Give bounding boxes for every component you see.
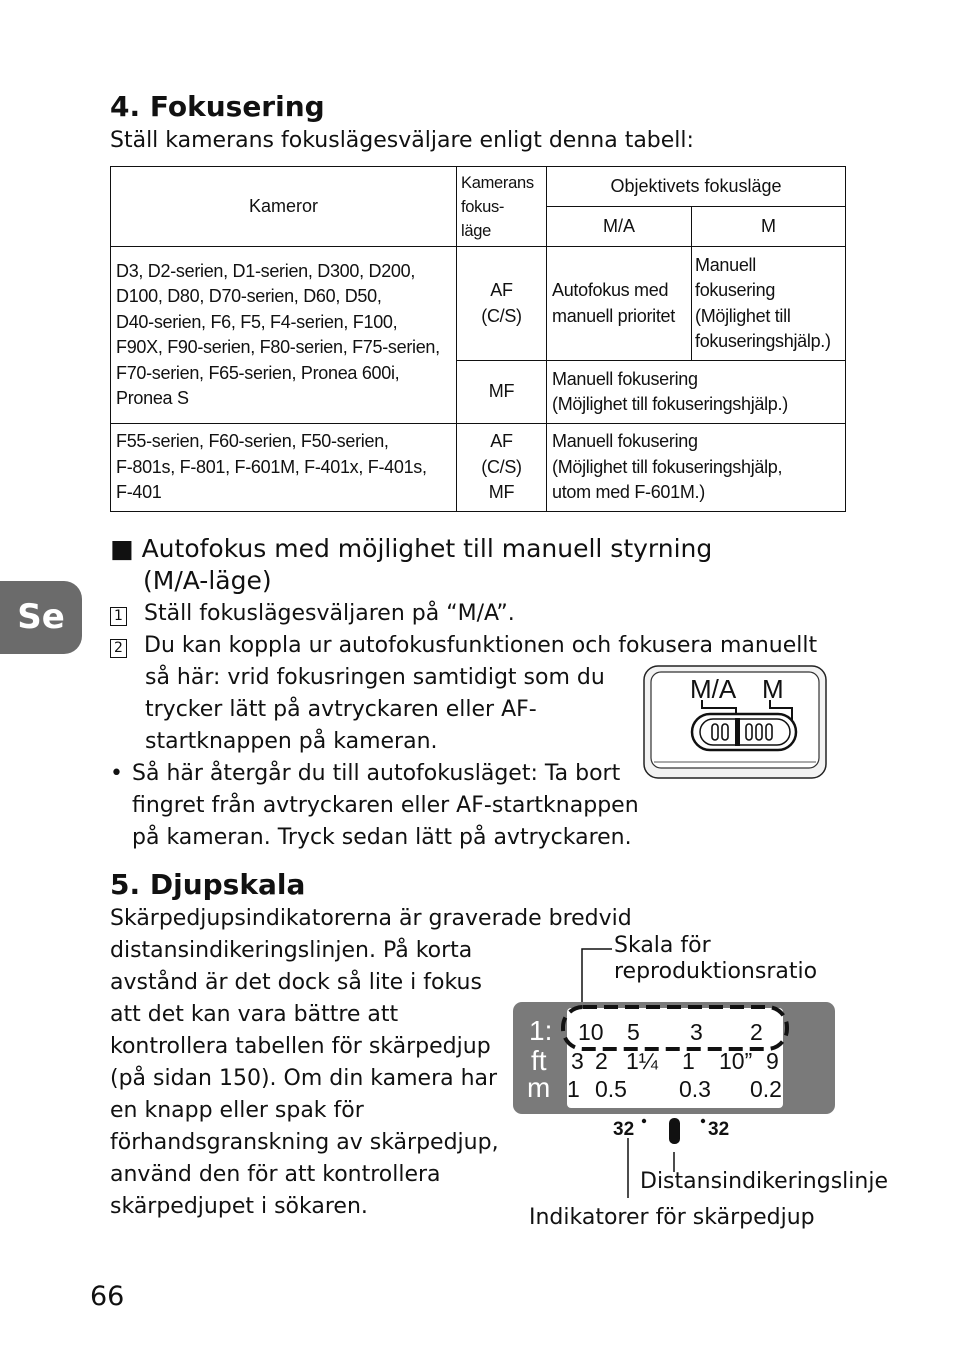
ft-value: 1¼ xyxy=(626,1048,658,1074)
ratio-value: 3 xyxy=(690,1019,703,1045)
step-2: 2 Du kan koppla ur autofokusfunktionen och fokusera manuellt xyxy=(110,630,817,662)
row2-text: Manuell fokusering (Möjlighet till fokuseringshjälp, utom med F-601M.) xyxy=(547,424,846,512)
ratio-value: 10 xyxy=(578,1019,604,1045)
row1-mf-text: Manuell fokusering (Möjlighet till fokuseringshjälp.) xyxy=(547,361,846,424)
focus-mode-table xyxy=(110,166,846,512)
step-number-1: 1 xyxy=(110,607,127,626)
section5-paragraph: Skärpedjupsindikatorerna är graverade bredvid distansindikeringslinjen. På korta avstånd är det dock så lite i fokus att det kan vara bättre att kontrollera tabellen för skärpedjup (på sidan 150). Om din kamera har en knapp eller spak för förhandsgranskning av skärpedjup, använd den för att kontrollera skärpedjupet i sökaren. xyxy=(110,906,632,1219)
distance-index-line-icon xyxy=(669,1118,680,1144)
m-value: 0.5 xyxy=(595,1076,627,1102)
square-bullet-icon: ■ xyxy=(110,534,134,563)
focus-mode-switch-illustration xyxy=(640,662,830,782)
language-tab-se: Se xyxy=(0,581,82,654)
bullet-return-autofocus xyxy=(110,758,123,790)
row-label-m: m xyxy=(527,1072,551,1103)
m-value: 0.3 xyxy=(679,1076,711,1102)
ratio-value: 5 xyxy=(627,1019,640,1045)
switch-label-m: M xyxy=(762,674,784,704)
bullet-text: Så här återgår du till autofokusläget: Ta bort fingret från avtryckaren eller AF-startknappen på kameran. Tryck sedan lätt på avtryckaren. xyxy=(132,761,639,850)
m-value: 0.2 xyxy=(750,1076,782,1102)
step-1: 1 Ställ fokuslägesväljaren på “M/A”. xyxy=(110,598,515,630)
header-lens-mode: Objektivets fokusläge xyxy=(547,167,846,207)
switch-label-ma: M/A xyxy=(690,674,737,704)
label-distance-line: Distansindikeringslinje xyxy=(640,1169,888,1194)
row1-cameras: D3, D2-serien, D1-serien, D300, D200, D100, D80, D70-serien, D60, D50, D40-serien, F6, F5, F4-serien, F100, F90X, F90-serien, F80-serien, F75-serien, F70-serien, F65-serien, Pronea 600i, Pronea S xyxy=(111,247,457,424)
autofocus-heading-line2: (M/A-läge) xyxy=(143,566,272,595)
dof-dot-left-icon xyxy=(642,1119,646,1123)
label-ratio-scale: Skala för reproduktionsratio xyxy=(614,933,818,984)
step-number-2: 2 xyxy=(110,639,127,658)
ratio-value: 2 xyxy=(750,1019,763,1045)
row1-af-mode: AF (C/S) xyxy=(457,247,547,361)
section-heading-fokusering: 4. Fokusering xyxy=(110,90,325,123)
header-ma: M/A xyxy=(547,207,692,247)
header-cameras: Kameror xyxy=(111,167,457,247)
row-label-ft: ft xyxy=(531,1045,547,1076)
dof-dot-right-icon xyxy=(701,1119,705,1123)
row2-cameras: F55-serien, F60-serien, F50-serien, F-801s, F-801, F-601M, F-401x, F-401s, F-401 xyxy=(111,424,457,512)
ft-value: 9 xyxy=(766,1048,779,1074)
bullet-icon: • xyxy=(110,761,123,786)
row1-mf-mode: MF xyxy=(457,361,547,424)
dof-mark-left: 32 xyxy=(613,1119,635,1140)
autofocus-heading: ■ Autofokus med möjlighet till manuell styrning xyxy=(110,534,713,563)
label-dof-indicators: Indikatorer för skärpedjup xyxy=(529,1205,815,1230)
header-m: M xyxy=(692,207,846,247)
m-value: 1 xyxy=(567,1076,580,1102)
ft-value: 1 xyxy=(682,1048,695,1074)
row1-af-ma: Autofokus med manuell prioritet xyxy=(547,247,692,361)
row1-af-m: Manuell fokusering (Möjlighet till fokuseringshjälp.) xyxy=(692,247,846,361)
section-heading-djupskala: 5. Djupskala xyxy=(110,868,306,901)
dof-mark-right: 32 xyxy=(708,1119,730,1140)
header-camera-mode: Kamerans fokus- läge xyxy=(457,167,547,247)
page-number: 66 xyxy=(90,1281,125,1312)
ft-value: 2 xyxy=(595,1048,608,1074)
row2-mode: AF (C/S) MF xyxy=(457,424,547,512)
ft-value: 3 xyxy=(571,1048,584,1074)
ft-value: 10” xyxy=(719,1048,753,1074)
step-2-continued: så här: vrid fokusringen samtidigt som du trycker lätt på avtryckaren eller AF- startknappen på kameran. xyxy=(145,665,605,754)
row-label-ratio: 1: xyxy=(529,1015,553,1046)
section-intro: Ställ kamerans fokuslägesväljare enligt denna tabell: xyxy=(110,128,694,153)
